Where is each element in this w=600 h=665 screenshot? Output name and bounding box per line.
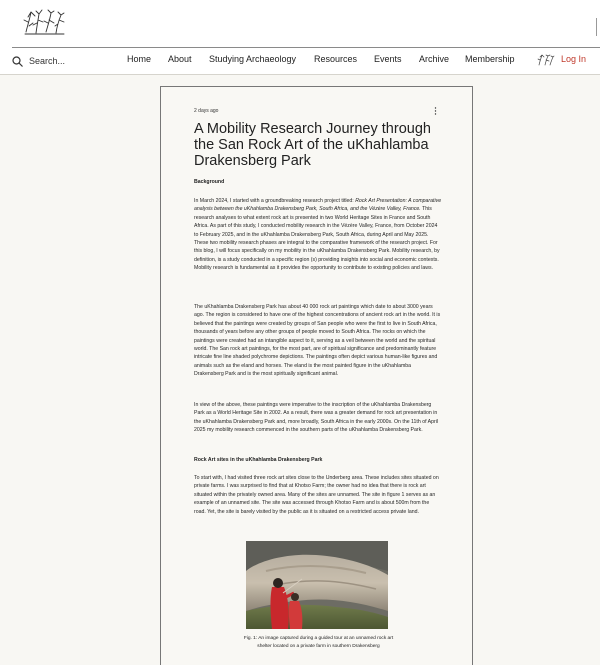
paragraph-1-intro: In March 2024, I started with a groundbreaking research project titled: [194,198,356,204]
nav-membership-link[interactable]: Membership [465,54,515,64]
search-input[interactable] [29,56,109,66]
post-paragraph-3: In view of the above, these paintings were imperative to the inscription of the uKhahlamba Drakensberg Park as a World Heritage Site in 2002. As a result, there was a greater demand for rock art presentation in the uKhahlamba Drakensberg Park and, more broadly, South Africa in the early 2000s. On the 11th of April 2025 my mobility research commenced in the southern parts of the uKhahlamba Drakensberg Park. [194,402,439,434]
main-navigation [0,48,600,74]
nav-studying-archaeology-link[interactable]: Studying Archaeology [209,54,297,64]
nav-home-link[interactable]: Home [127,54,152,64]
window-edge-handle [596,18,599,36]
search-icon [12,56,23,67]
post-paragraph-2: The uKhahlamba Drakensberg Park has about 40 000 rock art paintings which date to about 3000 years ago. The region is considered to have one of the highest concentrations of ancient rock art in the world. It is believed that the paintings were created by groups of San people who were the first to live in South Africa, thousands of years before any other groups of people moved to South Africa. The rocks on which the paintings were created had an intangible aspect to it, serving as a veil between the world and the spiritual world. The San rock art paintings, for the most part, are of spiritual significance and predominantly feature intricate fine line shaded polychrome depictions. The paintings often depict various human-like figures and animals such as the eland and horses. The eland is the most painted figure in the uKhahlamba Drakensberg Park and is the most spiritually significant animal. [194,304,441,378]
nav-resources-link[interactable]: Resources [314,54,358,64]
nav-about-link[interactable]: About [168,54,192,64]
rock-art-figures-logo-icon[interactable] [22,8,66,36]
rock-art-small-logo-icon [537,54,555,66]
rock-art-sites-heading: Rock Art sites in the uKhahlamba Drakensberg Park [194,457,323,463]
research-project-title: Rock Art Presentation: A comparative analysis between the uKhahlamba Drakensberg Park, South Africa, and the Vézère Valley, France. [194,198,442,213]
nav-events-link[interactable]: Events [374,54,402,64]
post-title: A Mobility Research Journey through the San Rock Art of the uKhahlamba Drakensberg Park [194,121,431,169]
background-heading: Background [194,179,225,185]
more-options-icon[interactable] [434,107,437,115]
post-paragraph-4: To start with, I had visited three rock art sites close to the Underberg area. These includes sites situated on private farms. I was surprised to find that at Khotso Farm; the owner had no idea that there is rock art situated within the privately owned area. Many of the sites are unnamed. The site in figure 1 serves as an example of an unnamed site. The site was accessed through Khotso Farm and is about 500m from the road. Yet, the site is barely visited by the public as it is situated on a restricted access private land. [194,475,439,515]
blog-post-card [160,86,473,665]
nav-archive-link[interactable]: Archive [419,54,450,64]
search-box[interactable] [12,53,122,69]
paragraph-1-body: This research analyses to what extent rock art is presented in two World Heritage Sites in France and South Africa. As part of this study, I conducted mobility research in the Vézère Valley, France, from October 2024 to February 2025, and in the uKhahlamba Drakensberg Park, South Africa, during April and May 2025. These two mobility research phases are integral to the comparative framework of the research project. For this blog, I will focus specifically on my mobility in the uKhahlamba Drakensberg Park. Mobility research, by definition, is a study conducted in a specific region (s) providing insights into social and economic contexts. Mobility research is fundamental as it provides the opportunity to contribute to existing policies and laws. [194,206,440,272]
figure-caption: Fig. 1: An image captured during a guided tour at an unnamed rock art shelter located on a private farm in southern Drakensberg [243,636,394,650]
post-date: 2 days ago [194,108,219,114]
login-link[interactable]: Log In [561,54,587,64]
nav-divider [0,74,600,75]
post-paragraph-1 [194,197,442,273]
site-header [0,0,600,48]
rock-art-shelter-photo [246,541,388,629]
